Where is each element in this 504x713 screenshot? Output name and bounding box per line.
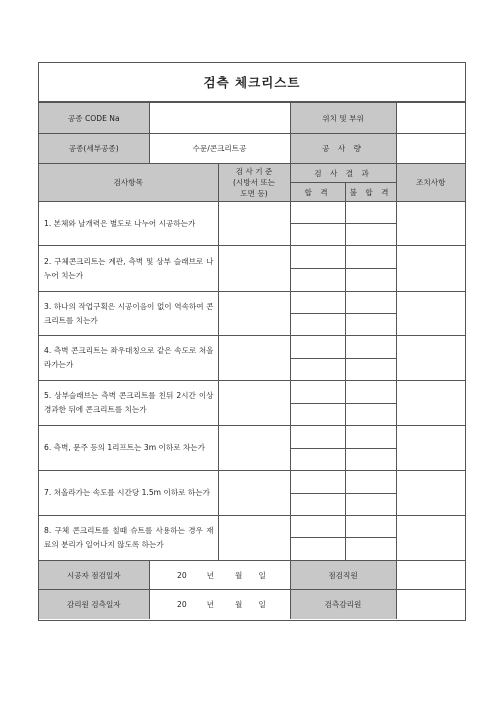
fail-cell-2b[interactable]: [345, 269, 396, 292]
inspection-item-6: 6. 측벽, 문주 등의 1리프트는 3m 이하로 차는가: [39, 426, 218, 471]
header-pass: 합 격: [290, 183, 345, 202]
pass-cell-5b[interactable]: [290, 404, 345, 426]
fail-cell-4b[interactable]: [345, 359, 396, 381]
pass-cell-3a[interactable]: [290, 292, 345, 314]
criteria-cell-8[interactable]: [218, 516, 290, 561]
pass-cell-1b[interactable]: [290, 224, 345, 246]
inspection-item-5: 5. 상부슬래브는 측벽 콘크리트를 친뒤 2시간 이상 경과한 뒤에 콘크리트를 치는가: [39, 381, 218, 426]
work-type-field[interactable]: 수문/콘크리트공: [149, 134, 290, 164]
criteria-cell-5[interactable]: [218, 381, 290, 426]
table-row: [39, 292, 465, 314]
pass-cell-6a[interactable]: [290, 426, 345, 449]
checklist-table: [39, 102, 465, 619]
location-field[interactable]: [396, 103, 465, 134]
table-row: [39, 246, 465, 269]
header-inspection-item: 검사항목: [39, 164, 218, 202]
criteria-cell-1[interactable]: [218, 202, 290, 246]
pass-cell-6b[interactable]: [290, 449, 345, 471]
fail-cell-1a[interactable]: [345, 202, 396, 224]
fail-cell-7a[interactable]: [345, 471, 396, 494]
contractor-row: [39, 561, 465, 590]
pass-cell-7b[interactable]: [290, 494, 345, 516]
inspection-item-2: 2. 구체콘크리트는 계관, 측벽 및 상부 슬래브로 나누어 치는가: [39, 246, 218, 292]
criteria-cell-4[interactable]: [218, 336, 290, 381]
fail-cell-3a[interactable]: [345, 292, 396, 314]
pass-cell-2a[interactable]: [290, 246, 345, 269]
fail-cell-6a[interactable]: [345, 426, 396, 449]
work-code-label: 공종 CODE Na: [39, 103, 149, 134]
pass-cell-4b[interactable]: [290, 359, 345, 381]
fail-cell-2a[interactable]: [345, 246, 396, 269]
document-title: 검측 체크리스트: [39, 63, 465, 102]
pass-cell-3b[interactable]: [290, 314, 345, 336]
inspection-item-4: 4. 측벽 콘크리트는 좌우대칭으로 같은 속도로 쳐올라가는가: [39, 336, 218, 381]
pass-cell-2b[interactable]: [290, 269, 345, 292]
fail-cell-6b[interactable]: [345, 449, 396, 471]
info-row-2: [39, 134, 465, 164]
checklist-sheet: [38, 62, 466, 621]
table-row: [39, 202, 465, 224]
table-row: [39, 381, 465, 404]
pass-cell-5a[interactable]: [290, 381, 345, 404]
work-type-label: 공종(세부공종): [39, 134, 149, 164]
action-cell-3[interactable]: [396, 292, 465, 336]
inspection-item-1: 1. 본체와 날개력은 별도로 나누어 시공하는가: [39, 202, 218, 246]
pass-cell-8a[interactable]: [290, 516, 345, 538]
header-criteria: 검 사 기 준 (시방서 또는 도면 등): [218, 164, 290, 202]
fail-cell-3b[interactable]: [345, 314, 396, 336]
table-row: [39, 471, 465, 494]
fail-cell-7b[interactable]: [345, 494, 396, 516]
supervisor-row: [39, 590, 465, 619]
supervisor-person-field[interactable]: [396, 590, 465, 619]
info-row-1: [39, 103, 465, 134]
inspection-item-8: 8. 구체 콘크리트를 칠때 슈트를 사용하는 경우 재료의 분리가 일어나지 않도록 하는가: [39, 516, 218, 561]
action-cell-6[interactable]: [396, 426, 465, 471]
contractor-date-label: 시공자 점검일자: [39, 561, 149, 590]
action-cell-4[interactable]: [396, 336, 465, 381]
criteria-cell-3[interactable]: [218, 292, 290, 336]
criteria-cell-2[interactable]: [218, 246, 290, 292]
column-header-row-1: [39, 164, 465, 183]
table-row: [39, 336, 465, 359]
action-cell-2[interactable]: [396, 246, 465, 292]
contractor-date-field[interactable]: 20 년 월 일: [149, 561, 290, 590]
table-row: [39, 516, 465, 538]
action-cell-1[interactable]: [396, 202, 465, 246]
header-fail: 불 합 격: [345, 183, 396, 202]
action-cell-5[interactable]: [396, 381, 465, 426]
pass-cell-1a[interactable]: [290, 202, 345, 224]
fail-cell-8b[interactable]: [345, 538, 396, 561]
inspection-item-7: 7. 쳐올라가는 속도를 시간당 1.5m 이하로 하는가: [39, 471, 218, 516]
inspector-label: 점검직원: [290, 561, 396, 590]
supervisor-person-label: 검측감리원: [290, 590, 396, 619]
fail-cell-8a[interactable]: [345, 516, 396, 538]
fail-cell-4a[interactable]: [345, 336, 396, 359]
table-row: [39, 426, 465, 449]
location-label: 위치 및 부위: [290, 103, 396, 134]
supervisor-date-label: 감리원 검측일자: [39, 590, 149, 619]
criteria-cell-6[interactable]: [218, 426, 290, 471]
pass-cell-7a[interactable]: [290, 471, 345, 494]
pass-cell-8b[interactable]: [290, 538, 345, 561]
fail-cell-1b[interactable]: [345, 224, 396, 246]
action-cell-8[interactable]: [396, 516, 465, 561]
inspector-field[interactable]: [396, 561, 465, 590]
header-result: 검 사 결 과: [290, 164, 396, 183]
criteria-cell-7[interactable]: [218, 471, 290, 516]
pass-cell-4a[interactable]: [290, 336, 345, 359]
action-cell-7[interactable]: [396, 471, 465, 516]
work-code-field[interactable]: [149, 103, 290, 134]
inspection-item-3: 3. 하나의 작업구획은 시공이음이 없이 역속하여 콘크리트를 치는가: [39, 292, 218, 336]
header-action: 조치사항: [396, 164, 465, 202]
fail-cell-5a[interactable]: [345, 381, 396, 404]
fail-cell-5b[interactable]: [345, 404, 396, 426]
quantity-field[interactable]: [396, 134, 465, 164]
quantity-label: 공 사 량: [290, 134, 396, 164]
supervisor-date-field[interactable]: 20 년 월 일: [149, 590, 290, 619]
